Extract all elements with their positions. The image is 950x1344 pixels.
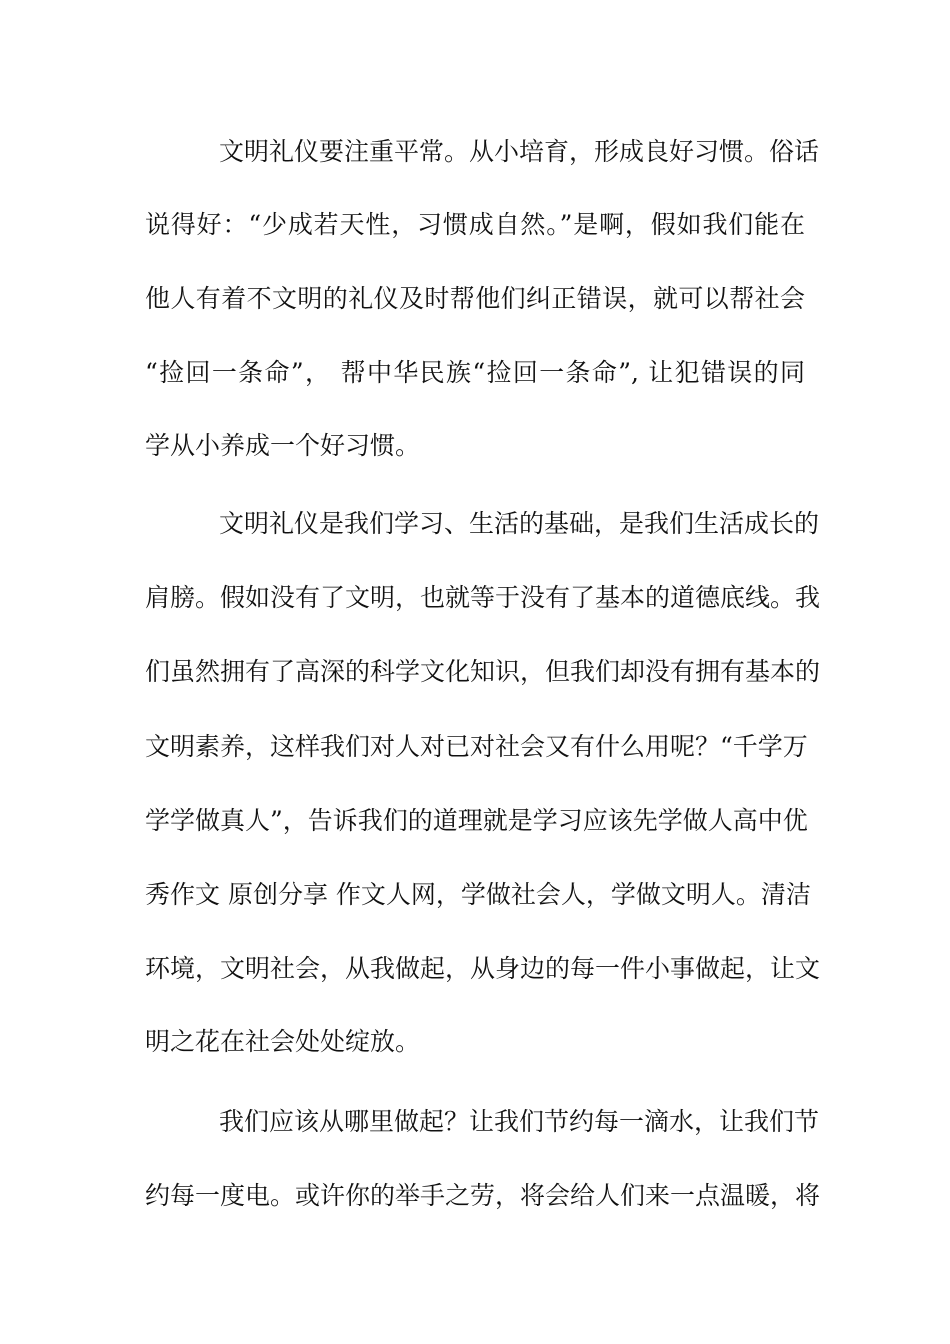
paragraph-2-line-8: 明之花在社会处处绽放。 bbox=[145, 1027, 421, 1056]
paragraph-2-line-6: 秀作文 原创分享 作文人网，学做社会人，学做文明人。清洁 bbox=[145, 880, 811, 909]
paragraph-2-line-3: 们虽然拥有了高深的科学文化知识，但我们却没有拥有基本的 bbox=[145, 657, 821, 686]
paragraph-2-line-1: 文明礼仪是我们学习、生活的基础，是我们生活成长的 bbox=[219, 509, 820, 538]
paragraph-3-line-1: 我们应该从哪里做起？让我们节约每一滴水，让我们节 bbox=[219, 1107, 820, 1136]
paragraph-1-line-3: 他人有着不文明的礼仪及时帮他们纠正错误，就可以帮社会 bbox=[145, 284, 805, 313]
paragraph-1-line-2: 说得好：“少成若天性，习惯成自然。”是啊，假如我们能在 bbox=[145, 210, 805, 239]
paragraph-2-line-5: 学学做真人”，告诉我们的道理就是学习应该先学做人高中优 bbox=[145, 806, 808, 835]
paragraph-2-line-7: 环境，文明社会，从我做起，从身边的每一件小事做起，让文 bbox=[145, 954, 821, 983]
paragraph-3-line-2: 约每一度电。或许你的举手之劳，将会给人们来一点温暖，将 bbox=[145, 1181, 821, 1210]
paragraph-1-line-5: 学从小养成一个好习惯。 bbox=[145, 431, 421, 460]
paragraph-2-line-4: 文明素养，这样我们对人对已对社会又有什么用呢？“千学万 bbox=[145, 732, 808, 761]
paragraph-2-line-2: 肩膀。假如没有了文明，也就等于没有了基本的道德底线。我 bbox=[145, 583, 821, 612]
paragraph-1-line-4: “捡回一条命”， 帮中华民族“捡回一条命”, 让犯错误的同 bbox=[145, 358, 805, 387]
paragraph-1-line-1: 文明礼仪要注重平常。从小培育，形成良好习惯。俗话 bbox=[219, 137, 820, 166]
